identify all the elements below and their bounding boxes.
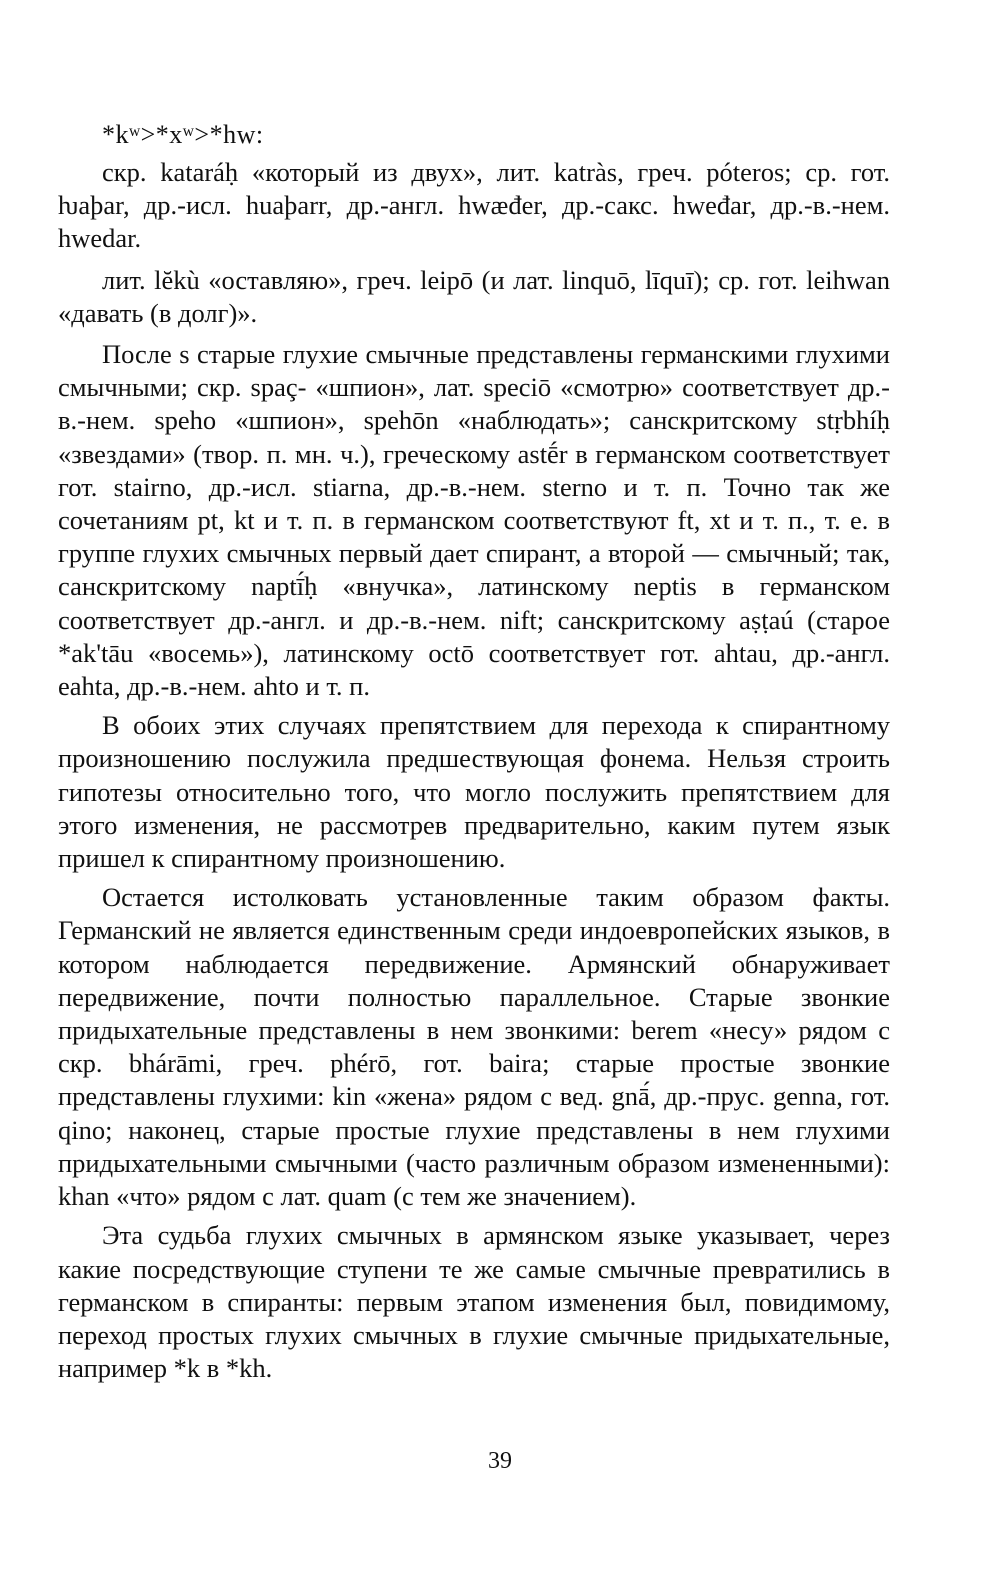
paragraph-1: скр. kataráḥ «который из двух», лит. katràs, греч. póteros; ср. гот. ƕaþar, др.-исл. huaþarr, др.-англ. hwæđer, др.-сакс. hweđar, др.-в.-нем. hwedar. xyxy=(58,157,890,254)
paragraph-3: После s старые глухие смычные представлены германскими глухими смычными; скр. spaç- «шпион», лат. speciō «смотрю» соответствует др.-в.-нем. speho «шпион», spehōn «наблюдать»; санскритскому stṛbhíḥ «звездами» (твор. п. мн. ч.), греческому astḗr в германском соответствует гот. stairno, др.-исл. stiarna, др.-в.-нем. sterno и т. п. Точно так же сочетаниям pt, kt и т. п. в германском соответствуют ft, xt и т. п., т. е. в группе глухих смычных первый дает спирант, а второй — смычный; так, санскритскому naptī́ḥ «внучка», латинскому neptis в германском соответствует др.-англ. и др.-в.-нем. nift; санскритскому aṣṭaú (старое *ak'tāu «восемь»), латинскому octō соответствует гот. ahtau, др.-англ. eahta, др.-в.-нем. ahto и т. п. xyxy=(58,339,890,702)
page-number: 39 xyxy=(488,1448,512,1474)
paragraph-2: лит. lĕkù «оставляю», греч. leipō (и лат. linquō, līquī); ср. гот. leihwan «давать (в долг)». xyxy=(58,264,890,328)
sound-change-formula: *kʷ>*xʷ>*hw: xyxy=(102,120,264,149)
page-body xyxy=(58,118,890,1391)
paragraph-6: Эта судьба глухих смычных в армянском языке указывает, через какие посредствующие ступени те же самые смычные превратились в германском в спиранты: первым этапом изменения был, повидимому, переход простых глухих смычных в глухие смычные придыхательные, например *k в *kh. xyxy=(58,1220,890,1384)
paragraph-5: Остается истолковать установленные таким образом факты. Германский не является единственным среди индоевропейских языков, в котором наблюдается передвижение. Армянский обнаруживает передвижение, почти полностью параллельное. Старые звонкие придыхательные представлены в нем звонкими: berem «несу» рядом с скр. bhárāmi, греч. phérō, гот. baira; старые простые звонкие представлены глухими: kin «жена» рядом с вед. gnā́, др.-прус. genna, гот. qino; наконец, старые простые глухие представлены в нем глухими придыхательными смычными (часто различным образом измененными): khan «что» рядом с лат. quam (с тем же значением). xyxy=(58,882,890,1212)
paragraph-4: В обоих этих случаях препятствием для перехода к спирантному произношению послужила предшествующая фонема. Нельзя строить гипотезы относительно того, что могло послужить препятствием для этого изменения, не рассмотрев предварительно, каким путем язык пришел к спирантному произношению. xyxy=(58,710,890,874)
